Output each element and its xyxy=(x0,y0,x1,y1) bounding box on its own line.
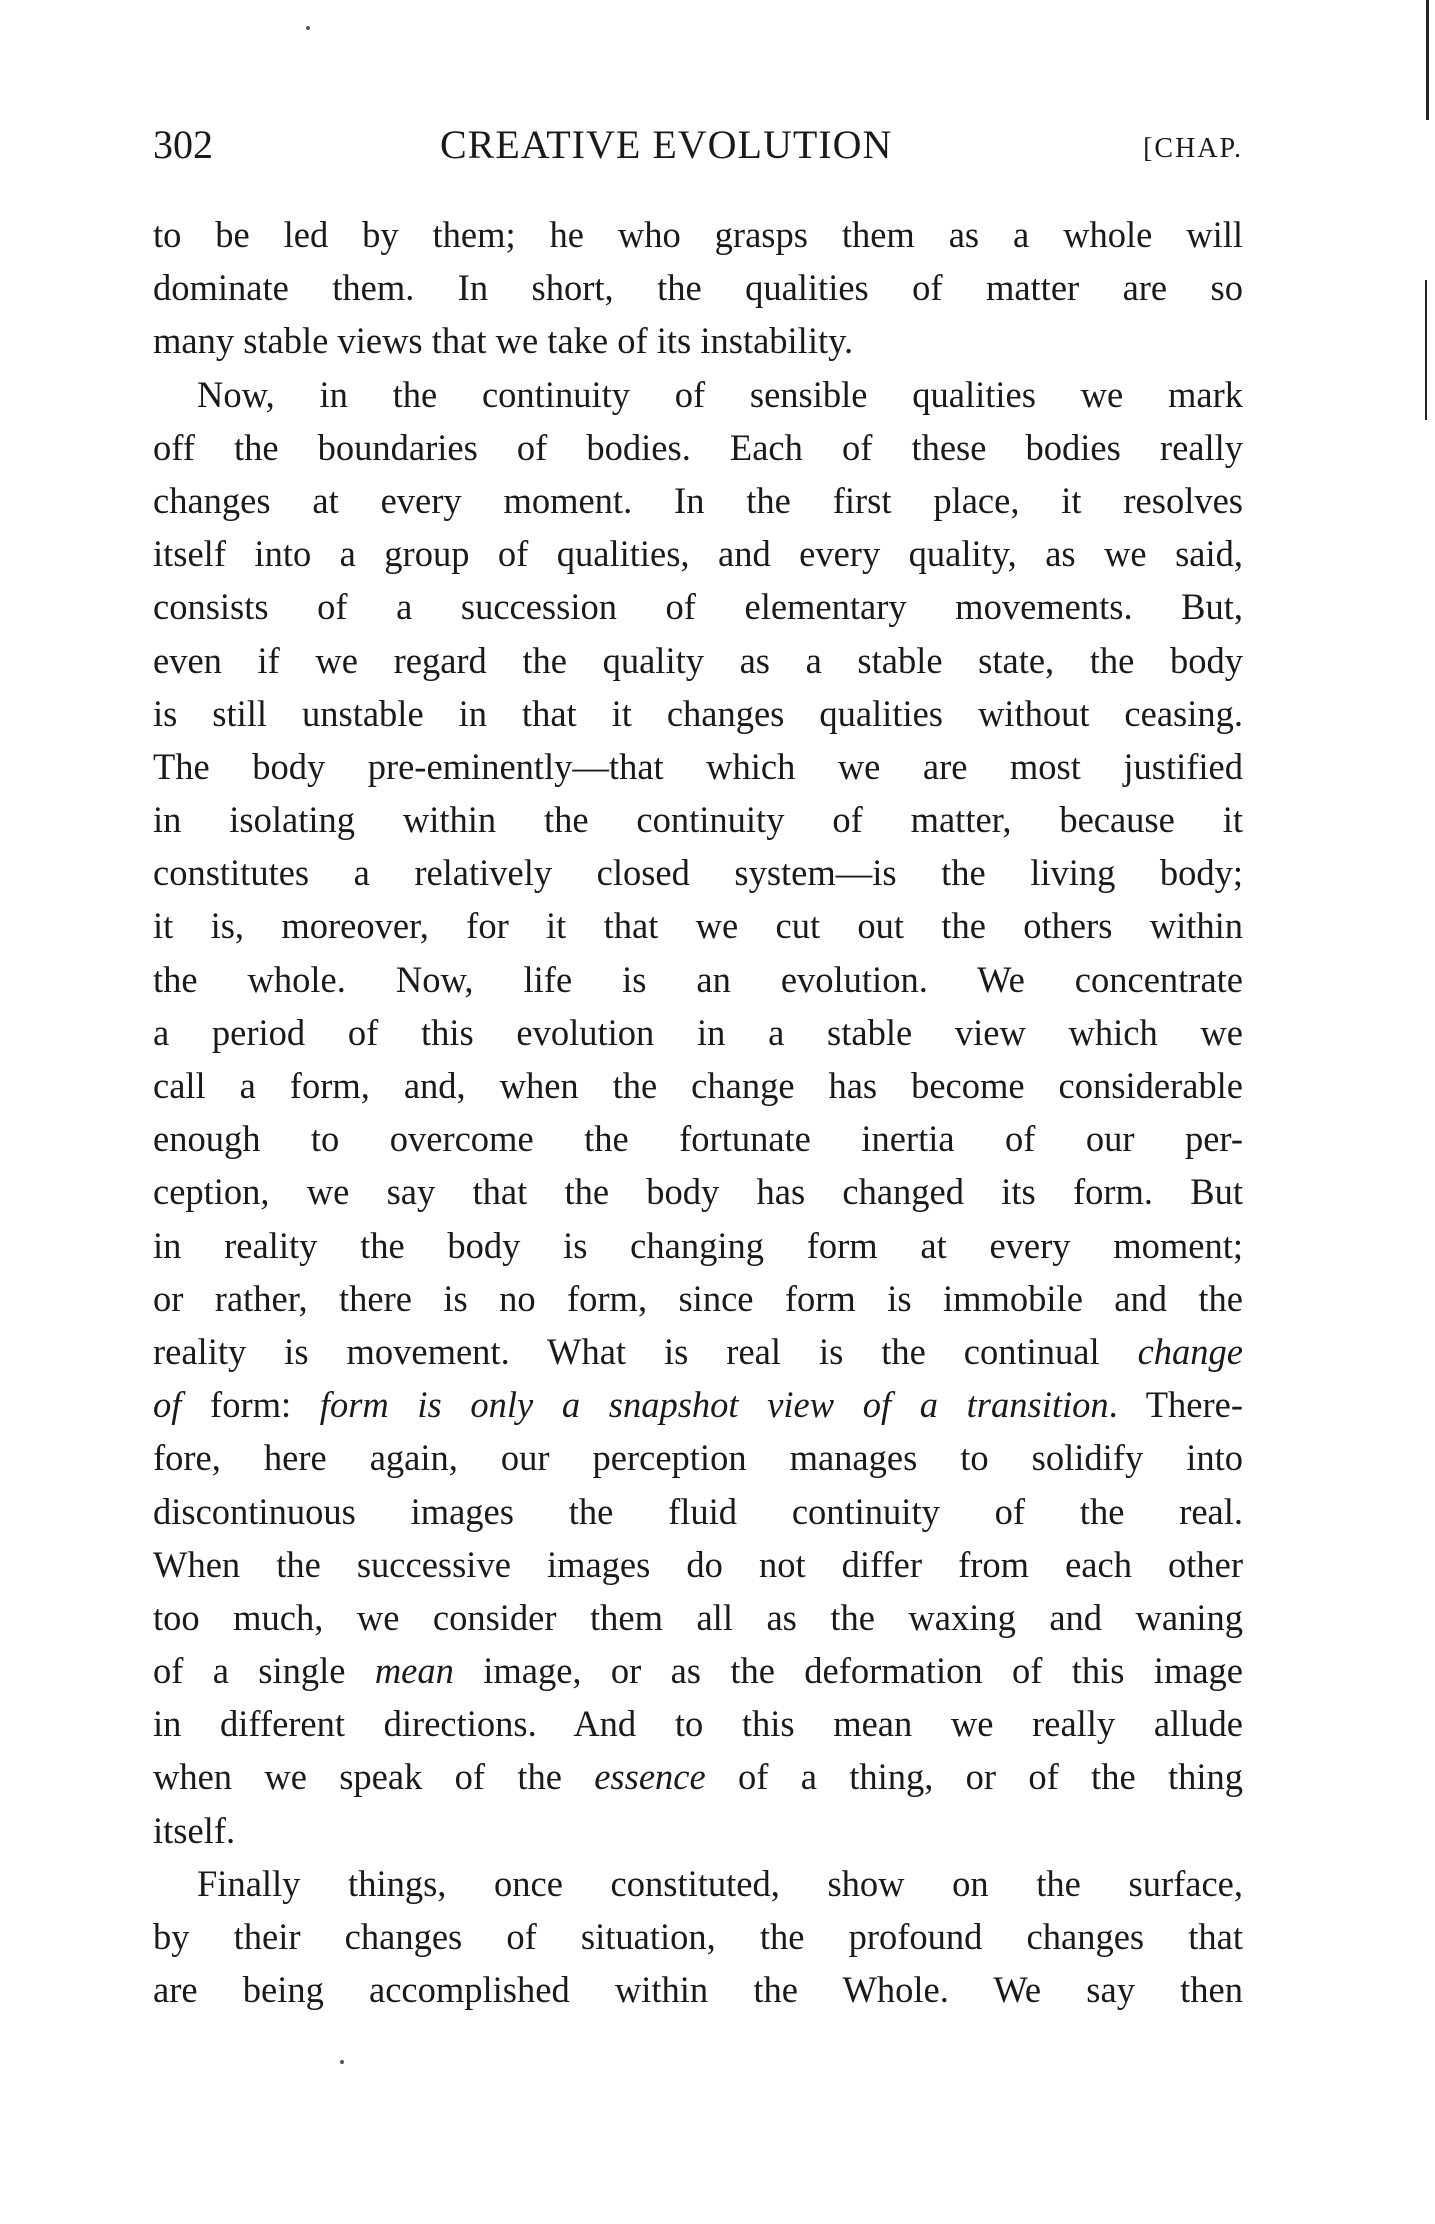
scan-speck xyxy=(340,2060,344,2064)
text-line: too much, we consider them all as the waxing and waning xyxy=(153,1596,1243,1638)
emphasis-essence: essence xyxy=(594,1756,706,1798)
text-line: Finally things, once constituted, show on the surface, xyxy=(197,1862,1243,1904)
emphasis-mean: mean xyxy=(374,1650,454,1692)
text-line: the whole. Now, life is an evolution. We concentrate xyxy=(153,958,1243,1000)
text-line: itself into a group of qualities, and every quality, as we said, xyxy=(153,533,1243,575)
emphasis-of: of xyxy=(153,1384,182,1426)
text-line: consists of a succession of elementary movements. But, xyxy=(153,586,1243,628)
page-number: 302 xyxy=(153,122,213,167)
text-line: by their changes of situation, the profound changes that xyxy=(153,1916,1243,1957)
text-run: reality is movement. What is real is the continual xyxy=(153,1330,1138,1372)
emphasis-snapshot: form is only a snapshot view of a transition xyxy=(319,1384,1109,1426)
text-line: When the successive images do not differ from each other xyxy=(153,1543,1243,1585)
text-run: image, or as the deformation of this image xyxy=(453,1650,1243,1692)
text-line xyxy=(153,1325,1243,1378)
scan-edge-mark xyxy=(1425,280,1427,420)
text-line: Now, in the continuity of sensible qualities we mark xyxy=(197,373,1243,415)
text-line xyxy=(153,1644,1243,1697)
text-line: constitutes a relatively closed system—is the living body; xyxy=(153,852,1243,894)
text-line: a period of this evolution in a stable view which we xyxy=(153,1011,1243,1053)
text-line: in reality the body is changing form at every moment; xyxy=(153,1224,1243,1266)
text-line: or rather, there is no form, since form is immobile and the xyxy=(153,1277,1243,1319)
text-line: is still unstable in that it changes qualities without ceasing. xyxy=(153,692,1243,734)
scan-edge-mark xyxy=(1426,0,1429,120)
text-line: even if we regard the quality as a stable state, the body xyxy=(153,639,1243,681)
text-line: are being accomplished within the Whole. We say then xyxy=(153,1969,1243,2011)
text-run: of a thing, or of the thing xyxy=(705,1756,1243,1798)
scan-speck xyxy=(306,26,310,30)
text-run: form: xyxy=(181,1384,320,1426)
running-title: CREATIVE EVOLUTION xyxy=(440,122,893,167)
text-run: when we speak of the xyxy=(153,1756,595,1798)
chapter-mark: [CHAP. xyxy=(1143,133,1243,164)
text-line: off the boundaries of bodies. Each of these bodies really xyxy=(153,426,1243,468)
emphasis-change: change xyxy=(1137,1330,1243,1372)
text-line: many stable views that we take of its instability. xyxy=(153,320,854,362)
text-line: itself. xyxy=(153,1809,236,1851)
text-line xyxy=(153,1378,1243,1431)
text-line: discontinuous images the fluid continuity of the real. xyxy=(153,1490,1243,1532)
text-line: The body pre-eminently—that which we are most justified xyxy=(153,745,1243,787)
text-line: in different directions. And to this mean we really allude xyxy=(153,1703,1243,1745)
text-line: enough to overcome the fortunate inertia of our per- xyxy=(153,1118,1243,1160)
body-text xyxy=(153,208,1243,2016)
text-run: of a single xyxy=(153,1650,375,1692)
text-line: ception, we say that the body has changed its form. But xyxy=(153,1171,1243,1213)
text-line: in isolating within the continuity of matter, because it xyxy=(153,799,1243,841)
text-line: it is, moreover, for it that we cut out the others within xyxy=(153,905,1243,947)
text-line: to be led by them; he who grasps them as a whole will xyxy=(153,214,1243,255)
text-line: fore, here again, our perception manages to solidify into xyxy=(153,1437,1243,1479)
text-line: changes at every moment. In the first place, it resolves xyxy=(153,479,1243,521)
text-line xyxy=(153,1750,1243,1803)
text-line: call a form, and, when the change has become considerable xyxy=(153,1065,1243,1106)
text-line: dominate them. In short, the qualities of matter are so xyxy=(153,267,1243,309)
running-header xyxy=(153,120,1243,170)
text-run: . There- xyxy=(1108,1384,1243,1426)
